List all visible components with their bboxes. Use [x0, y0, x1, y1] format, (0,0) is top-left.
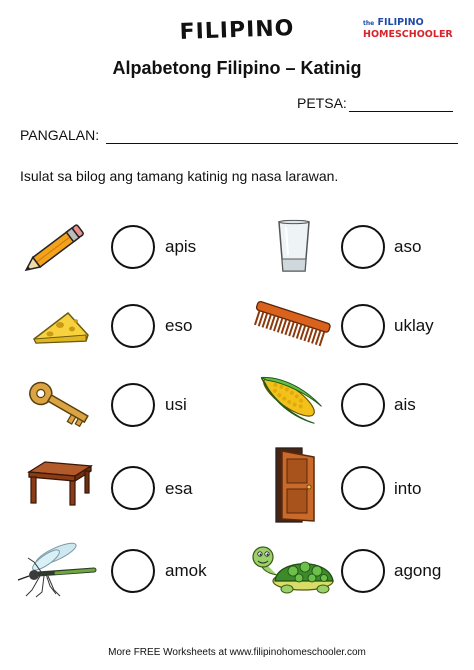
- logo-small-word: the: [363, 20, 375, 27]
- site-logo: [363, 17, 463, 45]
- table-icon: [25, 460, 93, 506]
- door-icon: [272, 445, 318, 525]
- word-label: amok: [165, 561, 207, 580]
- date-field-line[interactable]: [349, 111, 453, 112]
- pencil-icon: [18, 222, 90, 276]
- glass-icon: [276, 219, 312, 275]
- word-label: agong: [394, 561, 442, 580]
- word-label: into: [394, 479, 422, 498]
- answer-circle[interactable]: [341, 549, 385, 593]
- date-label: PETSA:: [297, 95, 347, 111]
- page-title: Alpabetong Filipino – Katinig: [112, 58, 362, 78]
- word-label: esa: [165, 479, 193, 498]
- worksheet-brand-title: FILIPINO: [179, 16, 295, 45]
- name-field-line[interactable]: [106, 143, 458, 144]
- word-label: uklay: [394, 316, 434, 335]
- name-label: PANGALAN:: [20, 127, 100, 143]
- answer-circle[interactable]: [111, 466, 155, 510]
- answer-circle[interactable]: [111, 304, 155, 348]
- answer-circle[interactable]: [341, 304, 385, 348]
- word-label: eso: [165, 316, 193, 335]
- footer-text: More FREE Worksheets at www.filipinohomeschooler.com: [108, 647, 366, 658]
- answer-circle[interactable]: [341, 225, 385, 269]
- cheese-icon: [32, 309, 90, 345]
- word-label: ais: [394, 395, 416, 414]
- answer-circle[interactable]: [111, 383, 155, 427]
- logo-line-1: FILIPINO: [377, 17, 424, 28]
- answer-circle[interactable]: [341, 466, 385, 510]
- word-label: usi: [165, 395, 187, 414]
- word-label: aso: [394, 237, 422, 256]
- corn-icon: [251, 366, 327, 428]
- mosquito-icon: [16, 540, 102, 598]
- answer-circle[interactable]: [111, 549, 155, 593]
- turtle-icon: [249, 541, 339, 597]
- answer-circle[interactable]: [341, 383, 385, 427]
- instructions: Isulat sa bilog ang tamang katinig ng nasa larawan.: [20, 168, 339, 184]
- comb-icon: [249, 298, 333, 350]
- key-icon: [25, 378, 93, 430]
- word-label: apis: [165, 237, 197, 256]
- answer-circle[interactable]: [111, 225, 155, 269]
- logo-line-2: HOMESCHOOLER: [363, 29, 453, 40]
